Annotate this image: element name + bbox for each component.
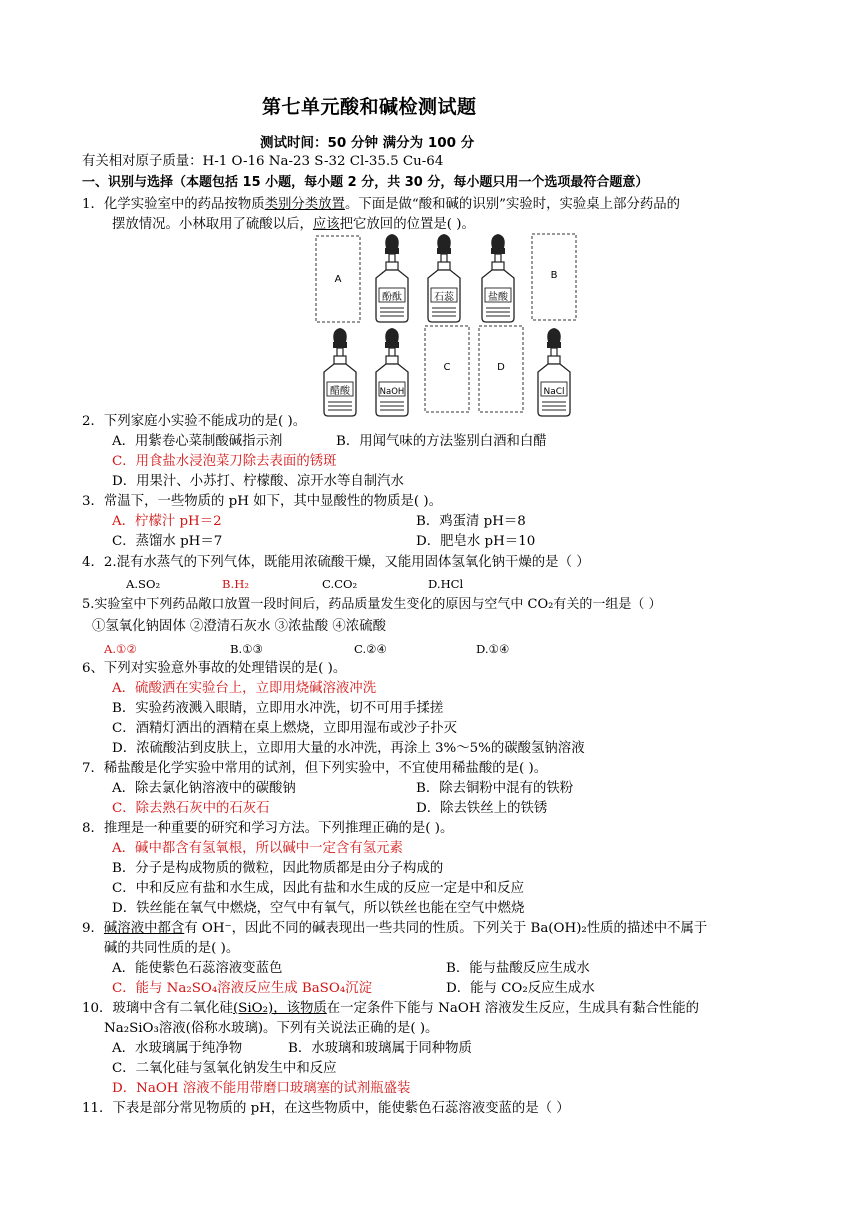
bottle-litmus bbox=[428, 234, 460, 322]
bottle-hydrochloric-acid bbox=[482, 234, 514, 322]
slot-b-label: B bbox=[550, 270, 558, 281]
q5-option-a: A.①② bbox=[104, 642, 137, 656]
q1-stem-line2: 摆放情况。小林取用了硫酸以后，应该把它放回的位置是( )。 bbox=[112, 217, 475, 232]
q6-option-d: D．浓硫酸沾到皮肤上，立即用大量的水冲洗，再涂上 3%～5%的碳酸氢钠溶液 bbox=[112, 741, 585, 756]
q9-stem-line1: 9．碱溶液中都含有 OH⁻，因此不同的碱表现出一些共同的性质。下列关于 Ba(OH)₂性质的描述中不属于 bbox=[82, 921, 708, 936]
q2-option-b: B．用闻气味的方法鉴别白酒和白醋 bbox=[336, 434, 547, 449]
bottle-naoh bbox=[376, 328, 408, 416]
q10-option-b: B．水玻璃和玻璃属于同种物质 bbox=[288, 1041, 472, 1056]
q7-option-b: B．除去铜粉中混有的铁粉 bbox=[416, 781, 574, 796]
q3-option-c: C．蒸馏水 pH＝7 bbox=[112, 534, 223, 549]
q3-option-d: D．肥皂水 pH＝10 bbox=[416, 534, 536, 549]
bottle-label: 醋酸 bbox=[330, 386, 350, 397]
bottle-acetic-acid bbox=[324, 328, 356, 416]
q5-stem: 5.实验室中下列药品敞口放置一段时间后，药品质量发生变化的原因与空气中 CO₂有关的一组是（ ） bbox=[82, 597, 662, 612]
bottle-label: 酚酞 bbox=[382, 292, 402, 303]
bottle-label: NaOH bbox=[379, 387, 405, 397]
q5-option-b: B.①③ bbox=[230, 642, 263, 656]
q7-option-d: D．除去铁丝上的铁锈 bbox=[416, 801, 548, 816]
q9-option-b: B．能与盐酸反应生成水 bbox=[446, 961, 590, 976]
q2-option-c: C．用食盐水浸泡菜刀除去表面的锈斑 bbox=[112, 454, 337, 469]
q2-stem: 2．下列家庭小实验不能成功的是( )。 bbox=[82, 414, 307, 429]
q10-option-d: D．NaOH 溶液不能用带磨口玻璃塞的试剂瓶盛装 bbox=[112, 1081, 411, 1096]
q9-option-a: A．能使紫色石蕊溶液变蓝色 bbox=[112, 961, 283, 976]
q5-option-c: C.②④ bbox=[354, 642, 387, 656]
q7-stem: 7．稀盐酸是化学实验中常用的试剂，但下列实验中，不宜使用稀盐酸的是( )。 bbox=[82, 761, 548, 776]
reagent-shelf-figure bbox=[312, 230, 582, 420]
q4-option-c: C.CO₂ bbox=[322, 577, 358, 591]
q5-items: ①氢氧化钠固体 ②澄清石灰水 ③浓盐酸 ④浓硫酸 bbox=[92, 619, 386, 634]
section-heading: 一、识别与选择（本题包括 15 小题，每小题 2 分，共 30 分，每小题只用一个选项最符合题意） bbox=[82, 175, 649, 190]
bottle-label: 盐酸 bbox=[488, 292, 508, 303]
q4-stem: 4．2.混有水蒸气的下列气体，既能用浓硫酸干燥，又能用固体氢氧化钠干燥的是（ ） bbox=[82, 555, 590, 570]
q9-option-c: C．能与 Na₂SO₄溶液反应生成 BaSO₄沉淀 bbox=[112, 981, 372, 996]
q4-option-a: A.SO₂ bbox=[126, 577, 161, 591]
q2-option-d: D．用果汁、小苏打、柠檬酸、凉开水等自制汽水 bbox=[112, 474, 404, 489]
q6-option-b: B．实验药液溅入眼睛，立即用水冲洗，切不可用手揉搓 bbox=[112, 701, 444, 716]
q6-option-c: C．酒精灯洒出的酒精在桌上燃烧，立即用湿布或沙子扑灭 bbox=[112, 721, 458, 736]
q10-stem-line2: Na₂SiO₃溶液(俗称水玻璃)。下列有关说法正确的是( )。 bbox=[104, 1021, 439, 1036]
q10-option-a: A．水玻璃属于纯净物 bbox=[112, 1041, 243, 1056]
atomic-masses: 有关相对原子质量：H-1 O-16 Na-23 S-32 Cl-35.5 Cu-64 bbox=[82, 154, 444, 169]
q7-option-c: C．除去熟石灰中的石灰石 bbox=[112, 801, 270, 816]
bottle-nacl bbox=[538, 328, 570, 416]
q8-stem: 8．推理是一种重要的研究和学习方法。下列推理正确的是( )。 bbox=[82, 821, 454, 836]
q6-option-a: A．硫酸洒在实验台上，立即用烧碱溶液冲洗 bbox=[112, 681, 377, 696]
bottle-label: 石蕊 bbox=[434, 292, 454, 303]
q3-option-b: B．鸡蛋清 pH＝8 bbox=[416, 514, 526, 529]
q8-option-d: D．铁丝能在氧气中燃烧，空气中有氧气，所以铁丝也能在空气中燃烧 bbox=[112, 901, 525, 916]
q10-option-c: C．二氧化硅与氢氧化钠发生中和反应 bbox=[112, 1061, 337, 1076]
slot-a-label: A bbox=[334, 274, 342, 285]
q8-option-a: A．碱中都含有氢氧根，所以碱中一定含有氢元素 bbox=[112, 841, 403, 856]
q7-option-a: A．除去氯化钠溶液中的碳酸钠 bbox=[112, 781, 296, 796]
q3-stem: 3．常温下，一些物质的 pH 如下，其中显酸性的物质是( )。 bbox=[82, 494, 442, 509]
q9-stem-line2: 碱的共同性质的是( )。 bbox=[104, 941, 240, 956]
q4-option-b: B.H₂ bbox=[222, 577, 249, 591]
q8-option-b: B．分子是构成物质的微粒，因此物质都是由分子构成的 bbox=[112, 861, 444, 876]
exam-info: 测试时间：50 分钟 满分为 100 分 bbox=[260, 135, 475, 151]
q8-option-c: C．中和反应有盐和水生成，因此有盐和水生成的反应一定是中和反应 bbox=[112, 881, 524, 896]
slot-d-label: D bbox=[497, 362, 505, 373]
bottle-phenolphthalein bbox=[376, 234, 408, 322]
q10-stem-line1: 10．玻璃中含有二氧化硅(SiO₂)，该物质在一定条件下能与 NaOH 溶液发生反应，生成具有黏合性能的 bbox=[82, 1001, 700, 1016]
q3-option-a: A．柠檬汁 pH＝2 bbox=[112, 514, 222, 529]
q11-stem: 11．下表是部分常见物质的 pH，在这些物质中，能使紫色石蕊溶液变蓝的是（ ） bbox=[82, 1101, 570, 1116]
q4-option-d: D.HCl bbox=[428, 577, 464, 591]
q9-option-d: D．能与 CO₂反应生成水 bbox=[446, 981, 595, 996]
bottle-label: NaCl bbox=[543, 387, 565, 397]
q1-stem-line1: 1．化学实验室中的药品按物质类别分类放置。下面是做“酸和碱的识别”实验时，实验桌上部分药品的 bbox=[82, 197, 681, 212]
q5-option-d: D.①④ bbox=[476, 642, 510, 656]
page-title: 第七单元酸和碱检测试题 bbox=[262, 96, 477, 118]
slot-c-label: C bbox=[443, 362, 451, 373]
q2-option-a: A．用紫卷心菜制酸碱指示剂 bbox=[112, 434, 283, 449]
q6-stem: 6、下列对实验意外事故的处理错误的是( )。 bbox=[82, 661, 347, 676]
